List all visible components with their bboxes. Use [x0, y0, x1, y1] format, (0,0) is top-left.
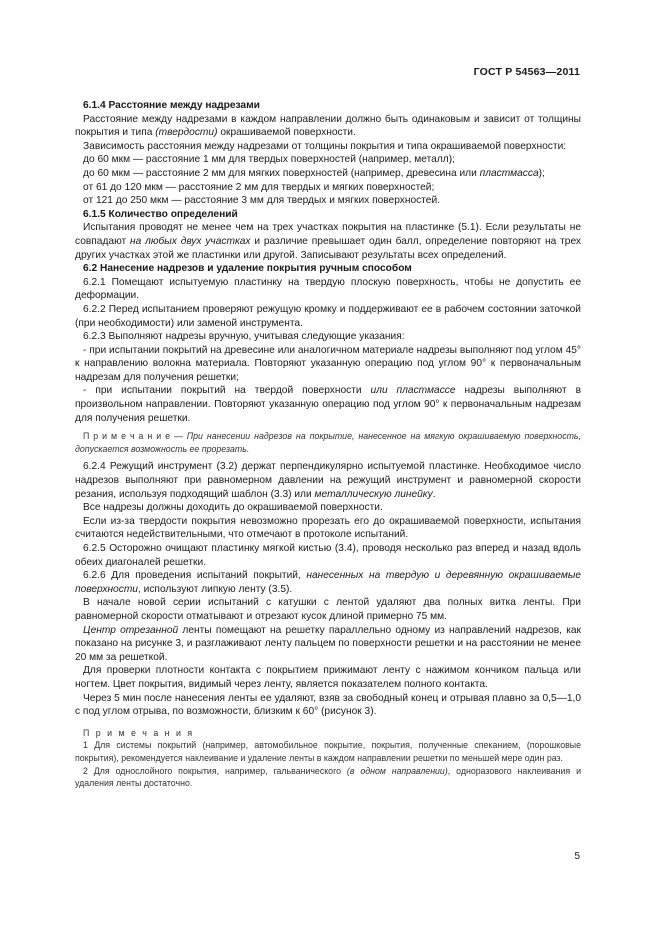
list-item: до 60 мкм — расстояние 1 мм для твердых поверхностей (например, металл);	[83, 154, 455, 166]
section-6-1-4-heading: 6.1.4 Расстояние между надрезами	[83, 100, 260, 111]
list-item: - при испытании покрытий на твердой поверхности или пластмассе надрезы выполняют в произвольном направлении. Повторяют указанную операцию под углом 90° к первоначальным надрезам для получения решетки.	[75, 385, 581, 424]
paragraph: Через 5 мин после нанесения ленты ее удаляют, взяв за свободный конец и отрывая плавно за 0,5—1,0 с под углом отрыва, по возможности, близким к 60° (рисунок 3).	[75, 692, 581, 718]
list-item: от 61 до 120 мкм — расстояние 2 мм для твердых и мягких поверхностей;	[83, 181, 435, 193]
paragraph: 6.2.1 Помещают испытуемую пластинку на твердую плоскую поверхность, чтобы не допустить ее деформации.	[75, 276, 581, 302]
document-body	[75, 99, 581, 790]
standard-header: ГОСТ Р 54563—2011	[473, 66, 580, 78]
paragraph: Все надрезы должны доходить до окрашиваемой поверхности.	[83, 502, 383, 514]
list-item: до 60 мкм — расстояние 2 мм для мягких поверхностей (например, древесина или пластмасса);	[83, 167, 545, 179]
paragraph: В начале новой серии испытаний с катушки с лентой удаляют два полных витка ленты. При равномерной скорости отматывают и отрезают кусок длиной примерно 75 мм.	[75, 597, 581, 622]
list-item: от 121 до 250 мкм — расстояние 3 мм для твердых и мягких поверхностей.	[83, 195, 440, 207]
paragraph: 6.2.6 Для проведения испытаний покрытий, нанесенных на твердую и деревянную окрашиваемые поверхности, используют липкую ленту (3.5).	[75, 570, 581, 595]
paragraph: Для проверки плотности контакта с покрытием прижимают ленту с нажимом кончиком пальца или ногтем. Цвет покрытия, видимый через ленту, является показателем полного контакта.	[75, 665, 581, 690]
section-6-2-heading: 6.2 Нанесение надрезов и удаление покрытия ручным способом	[83, 263, 412, 275]
note: П р и м е ч а н и е — При нанесении надрезов на покрытие, нанесенное на мягкую окрашиваемую поверхность, допускается возможность ее прорезать.	[75, 431, 582, 454]
paragraph: 6.2.2 Перед испытанием проверяют режущую кромку и поддерживают ее в рабочем состоянии заточкой (при необходимости) или заменой инструмента.	[75, 303, 581, 329]
note-item: 2 Для однослойного покрытия, например, гальванического (в одном направлении), одноразового наклеивания и удаления ленты достаточно.	[75, 765, 581, 789]
list-item: - при испытании покрытий на древесине или аналогичном материале надрезы выполняют под углом 45° к направлению волокна материала. Повторяют указанную операцию под углом 90° к первоначальным надрезам для получения решетки;	[75, 344, 581, 383]
paragraph: Зависимость расстояния между надрезами от толщины покрытия и типа окрашиваемой поверхности:	[83, 140, 567, 152]
paragraph: Расстояние между надрезами в каждом направлении должно быть одинаковым и зависит от толщины покрытия и типа (твердости) окрашиваемой поверхности.	[75, 113, 581, 139]
page-number: 5	[574, 851, 580, 862]
paragraph: Испытания проводят не менее чем на трех участках покрытия на пластинке (5.1). Если результаты не совпадают на любых двух участках и различие превышает один балл, определение повторяют на трех других участках этой же пластинки или другой. Записывают результаты всех определений.	[75, 222, 581, 261]
paragraph: Если из-за твердости покрытия невозможно прорезать его до окрашиваемой поверхности, испытания считаются недействительными, что отмечают в протоколе испытаний.	[75, 515, 581, 541]
paragraph: 6.2.5 Осторожно очищают пластинку мягкой кистью (3.4), проводя несколько раз вперед и назад вдоль обеих диагоналей решетки.	[75, 543, 581, 568]
notes-heading: П р и м е ч а н и я	[83, 727, 195, 738]
paragraph: 6.2.4 Режущий инструмент (3.2) держат перпендикулярно испытуемой пластинке. Необходимое число надрезов выполняют при равномерном давлении на режущий инструмент и равномерной скорости резания, используя подходящий шаблон (3.3) или металлическую линейку.	[75, 461, 581, 500]
section-6-1-5-heading: 6.1.5 Количество определений	[83, 208, 238, 220]
paragraph: 6.2.3 Выполняют надрезы вручную, учитывая следующие указания:	[83, 331, 405, 343]
paragraph: Центр отрезанной ленты помещают на решетку параллельно одному из направлений надрезов, как показано на рисунке 3, и разглаживают ленту пальцем по поверхности решетки и на расстоянии не менее 20 мм за решеткой.	[75, 624, 581, 663]
note-item: 1 Для системы покрытий (например, автомобильное покрытие, покрытия, полученные спеканием, (порошковые покрытия), рекомендуется наклеивание и удаление ленты в каждом направлении решетки по меньшей мере один раз.	[75, 740, 581, 763]
